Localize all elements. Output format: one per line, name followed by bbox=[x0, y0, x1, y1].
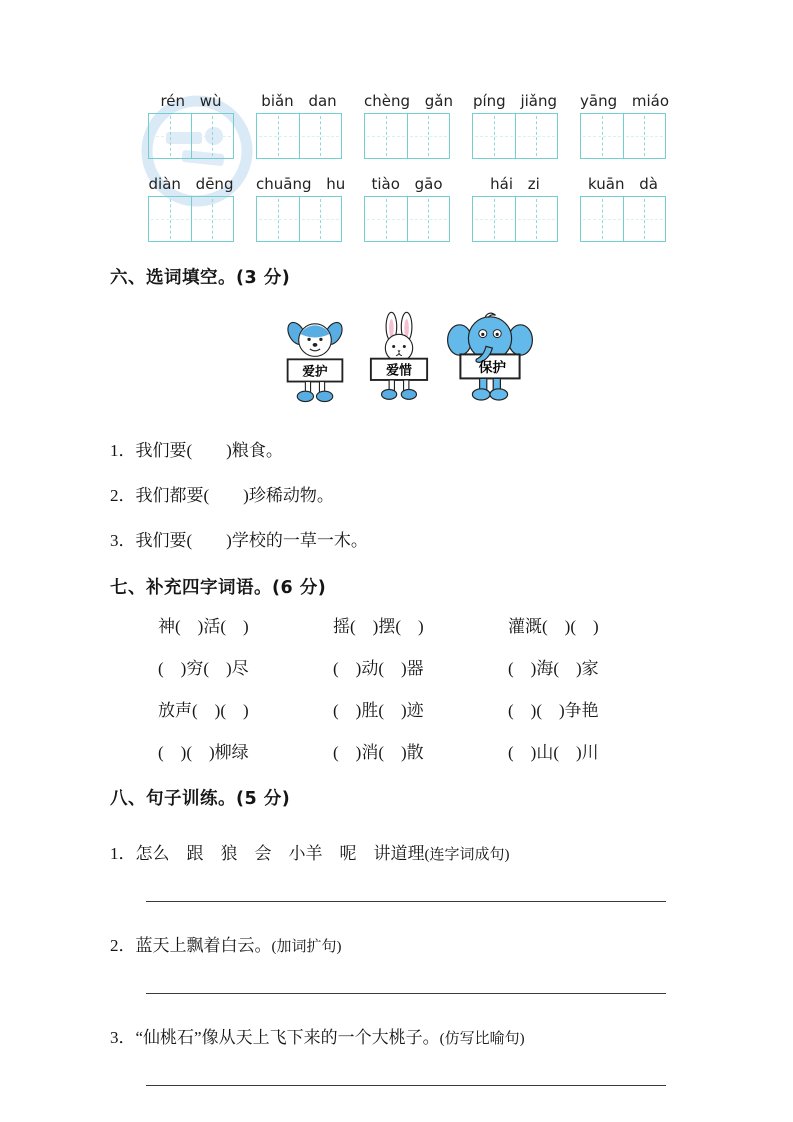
writing-cell bbox=[473, 114, 515, 158]
idiom-item: ( )动( )器 bbox=[333, 659, 424, 678]
prompt-note: (加词扩句) bbox=[271, 939, 342, 955]
writing-cell bbox=[149, 114, 191, 158]
idiom-item: 神( )活( ) bbox=[158, 617, 249, 636]
pinyin-label: rén wù bbox=[160, 92, 222, 110]
idiom-item: ( )山( )川 bbox=[508, 743, 599, 762]
pinyin-word-group bbox=[472, 175, 558, 242]
prompt-note: (仿写比喻句) bbox=[439, 1031, 525, 1047]
writing-cell bbox=[257, 197, 299, 241]
writing-cell bbox=[149, 197, 191, 241]
pinyin-word-group bbox=[580, 175, 666, 242]
writing-grid bbox=[256, 196, 342, 242]
writing-cell bbox=[191, 114, 234, 158]
writing-cell bbox=[581, 114, 623, 158]
fill-blank-item-2: 2．我们都要( )珍稀动物。 bbox=[110, 486, 334, 505]
writing-grid bbox=[364, 196, 450, 242]
sign-text: 保护 bbox=[478, 360, 506, 376]
writing-grid bbox=[472, 196, 558, 242]
rabbit-illustration bbox=[361, 303, 437, 425]
idiom-item: 灌溉( )( ) bbox=[508, 617, 599, 636]
pinyin-row-1 bbox=[148, 92, 683, 159]
writing-cell bbox=[623, 197, 666, 241]
writing-cell bbox=[407, 197, 450, 241]
section-eight bbox=[110, 785, 683, 1086]
writing-grid bbox=[256, 113, 342, 159]
pinyin-label: yāng miáo bbox=[580, 92, 670, 110]
pinyin-label: hái zi bbox=[490, 175, 540, 193]
idiom-row bbox=[158, 699, 683, 723]
sentence-exercise-3 bbox=[110, 1026, 683, 1086]
writing-cell bbox=[299, 114, 342, 158]
writing-cell bbox=[623, 114, 666, 158]
section-eight-title: 八、句子训练。(5 分) bbox=[110, 789, 291, 809]
prompt-text: 2．蓝天上飘着白云。 bbox=[110, 936, 272, 955]
answer-line bbox=[146, 992, 666, 994]
sentence-exercise-2 bbox=[110, 934, 683, 994]
word-choice-illustration bbox=[278, 299, 683, 425]
idiom-item: ( )( )争艳 bbox=[508, 701, 599, 720]
idiom-item: 放声( )( ) bbox=[158, 701, 249, 720]
answer-line bbox=[146, 1084, 666, 1086]
writing-grid bbox=[580, 196, 666, 242]
pinyin-label: tiào gāo bbox=[371, 175, 443, 193]
section-seven bbox=[110, 574, 683, 765]
pinyin-word-group bbox=[148, 92, 234, 159]
idiom-row bbox=[158, 615, 683, 639]
pinyin-word-group bbox=[256, 92, 342, 159]
pinyin-word-group bbox=[364, 92, 453, 159]
writing-cell bbox=[257, 114, 299, 158]
sentence-exercise-1 bbox=[110, 842, 683, 902]
writing-cell bbox=[581, 197, 623, 241]
prompt-text: 3．“仙桃石”像从天上飞下来的一个大桃子。 bbox=[110, 1028, 440, 1047]
pinyin-label: píng jiǎng bbox=[472, 92, 558, 110]
idiom-row bbox=[158, 657, 683, 681]
sign-text: 爱护 bbox=[302, 363, 328, 379]
pinyin-word-group bbox=[580, 92, 670, 159]
writing-grid bbox=[148, 113, 234, 159]
writing-grid bbox=[472, 113, 558, 159]
answer-line bbox=[146, 900, 666, 902]
writing-grid bbox=[580, 113, 666, 159]
prompt-text: 1．怎么 跟 狼 会 小羊 呢 讲道理 bbox=[110, 844, 425, 863]
pinyin-word-group bbox=[472, 92, 558, 159]
pinyin-writing-section bbox=[148, 92, 683, 242]
dog-illustration bbox=[278, 307, 352, 425]
pinyin-label: biǎn dan bbox=[261, 92, 337, 110]
sign-text: 爱惜 bbox=[386, 363, 412, 379]
pinyin-label: chuāng hu bbox=[256, 175, 346, 193]
writing-cell bbox=[365, 114, 407, 158]
writing-grid bbox=[364, 113, 450, 159]
sentence-prompt bbox=[110, 934, 683, 959]
idiom-completion-block bbox=[158, 615, 683, 765]
pinyin-word-group bbox=[148, 175, 234, 242]
section-six-title: 六、选词填空。(3 分) bbox=[110, 268, 291, 288]
idiom-item: 摇( )摆( ) bbox=[333, 617, 424, 636]
sentence-prompt bbox=[110, 1026, 683, 1051]
section-seven-title: 七、补充四字词语。(6 分) bbox=[110, 578, 327, 598]
prompt-note: (连字词成句) bbox=[424, 847, 510, 863]
pinyin-word-group bbox=[364, 175, 450, 242]
section-six bbox=[110, 264, 683, 553]
pinyin-word-group bbox=[256, 175, 346, 242]
writing-cell bbox=[515, 114, 558, 158]
idiom-item: ( )( )柳绿 bbox=[158, 743, 249, 762]
fill-blank-item-1: 1．我们要( )粮食。 bbox=[110, 441, 283, 460]
writing-cell bbox=[515, 197, 558, 241]
fill-blank-item-3: 3．我们要( )学校的一草一木。 bbox=[110, 531, 368, 550]
idiom-item: ( )消( )散 bbox=[333, 743, 424, 762]
elephant-illustration bbox=[446, 299, 534, 425]
writing-cell bbox=[365, 197, 407, 241]
sentence-prompt bbox=[110, 842, 683, 867]
pinyin-row-2 bbox=[148, 175, 683, 242]
writing-cell bbox=[299, 197, 342, 241]
writing-grid bbox=[148, 196, 234, 242]
idiom-item: ( )穷( )尽 bbox=[158, 659, 249, 678]
writing-cell bbox=[473, 197, 515, 241]
idiom-item: ( )胜( )迹 bbox=[333, 701, 424, 720]
idiom-row bbox=[158, 741, 683, 765]
pinyin-label: kuān dà bbox=[588, 175, 658, 193]
idiom-item: ( )海( )家 bbox=[508, 659, 599, 678]
writing-cell bbox=[407, 114, 450, 158]
pinyin-label: chèng gǎn bbox=[364, 92, 453, 110]
pinyin-label: diàn dēng bbox=[148, 175, 234, 193]
writing-cell bbox=[191, 197, 234, 241]
